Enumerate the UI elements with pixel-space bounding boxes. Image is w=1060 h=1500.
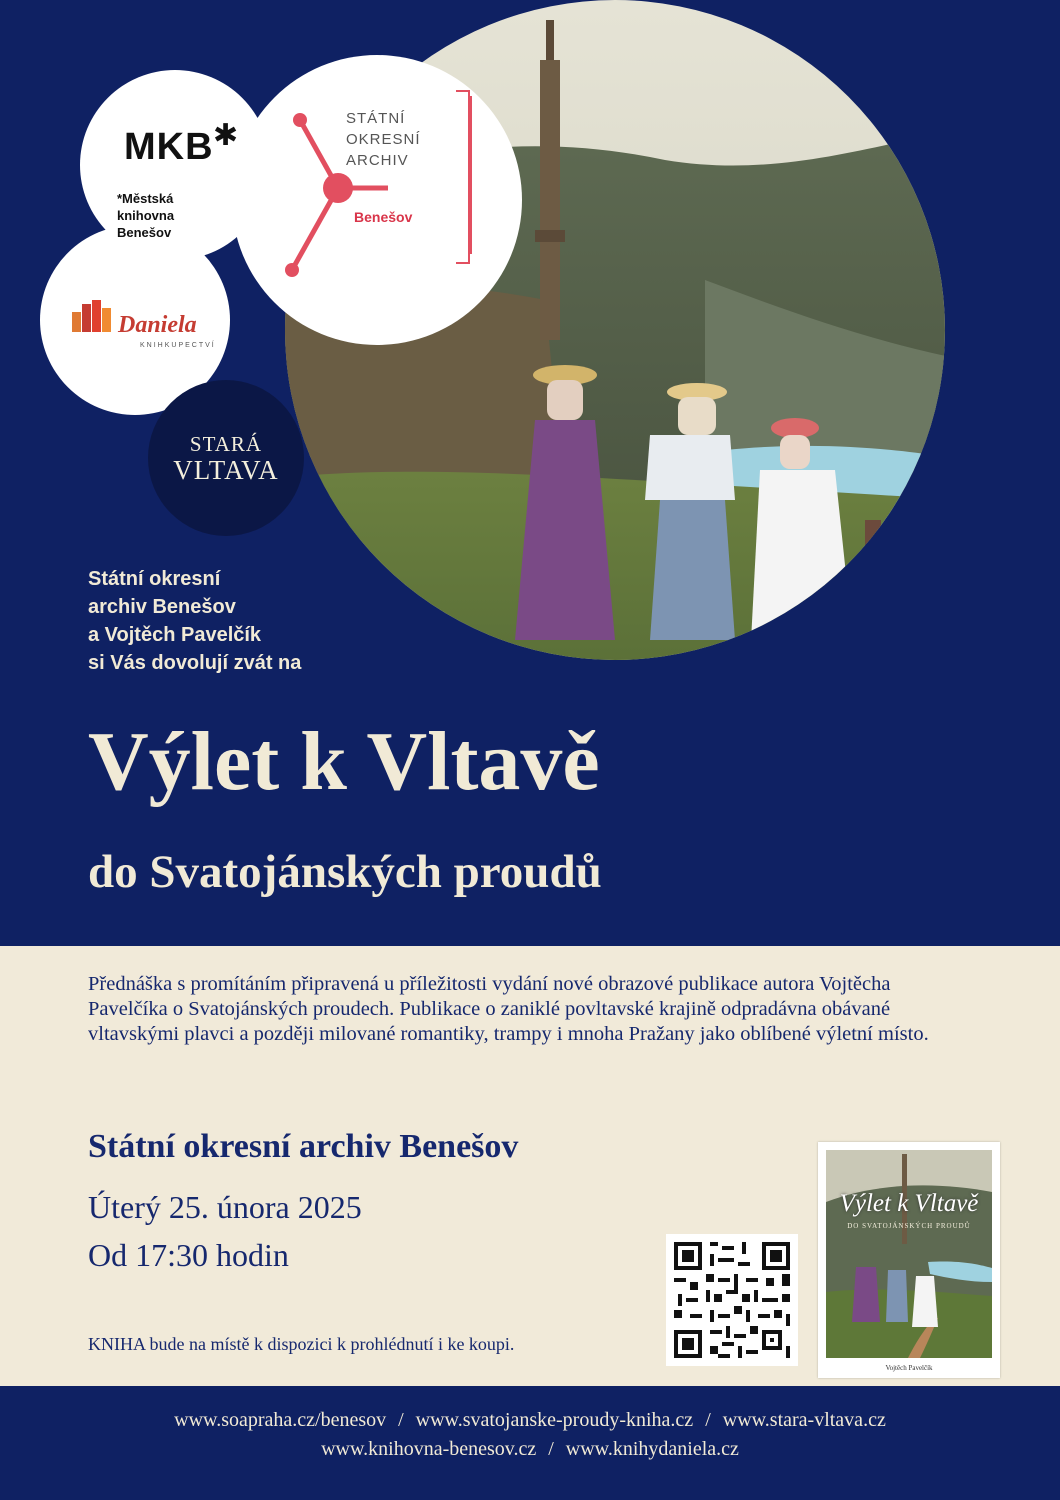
archiv-city: Benešov: [354, 209, 413, 225]
link-knihovna-benesov[interactable]: www.knihovna-benesov.cz: [321, 1438, 537, 1460]
archiv-line: OKRESNÍ: [346, 131, 421, 148]
event-title: Výlet k Vltavě: [88, 715, 600, 808]
archiv-bracket-icon: [462, 96, 472, 254]
book-title: Výlet k Vltavě: [839, 1190, 979, 1217]
badge-line: STARÁ: [189, 432, 263, 456]
invitation-line: archiv Benešov: [88, 596, 236, 618]
archiv-line: STÁTNÍ: [346, 110, 406, 127]
link-soapraha[interactable]: www.soapraha.cz/benesov: [174, 1409, 387, 1431]
invitation-line: si Vás dovolují zvát na: [88, 652, 302, 674]
mkb-subtitle-line: knihovna: [117, 208, 175, 223]
archiv-line: ARCHIV: [346, 152, 409, 169]
event-subtitle: do Svatojánských proudů: [88, 846, 602, 898]
event-time: Od 17:30 hodin: [88, 1237, 289, 1273]
archiv-logo-text: [346, 108, 421, 171]
book-note: KNIHA bude na místě k dispozici k prohlédnutí i ke koupi.: [88, 1334, 515, 1354]
daniela-logo-subtitle: KNIHKUPECTVÍ: [140, 342, 216, 349]
event-date: Úterý 25. února 2025: [88, 1189, 362, 1225]
mkb-logo-text: MKB: [124, 126, 214, 168]
invitation-line: a Vojtěch Pavelčík: [88, 624, 262, 646]
footer-links-row: [0, 1435, 1060, 1464]
book-author: Vojtěch Pavelčík: [885, 1364, 933, 1372]
badge-line: VLTAVA: [173, 455, 279, 485]
mkb-subtitle-line: Benešov: [117, 225, 172, 240]
footer-links-row: [0, 1406, 1060, 1435]
invitation-text: [88, 565, 301, 677]
qr-code-icon: [666, 1234, 798, 1366]
daniela-books-icon: [72, 300, 112, 332]
daniela-logo-text: Daniela: [118, 312, 197, 338]
stara-vltava-badge: [148, 380, 304, 536]
link-svatojanske-proudy[interactable]: www.svatojanske-proudy-kniha.cz: [415, 1409, 694, 1431]
separator: /: [705, 1409, 711, 1431]
invitation-line: Státní okresní: [88, 568, 221, 590]
event-description: Přednáška s promítáním připravená u příležitosti vydání nové obrazové publikace autora Vojtěcha Pavelčíka o Svatojánských proudech. Publikace o zaniklé povltavské krajině odpradávna obávané vltavskými plavci a později milované romantiky, trampy i mnoha Pražany jako oblíbené výletní místo.: [88, 973, 929, 1045]
link-knihy-daniela[interactable]: www.knihydaniela.cz: [565, 1438, 739, 1460]
footer-links: [0, 1406, 1060, 1464]
book-cover: [818, 1142, 1000, 1378]
separator: /: [548, 1438, 554, 1460]
mkb-subtitle: [117, 190, 237, 241]
mkb-star-icon: ✱: [213, 119, 239, 152]
link-stara-vltava[interactable]: www.stara-vltava.cz: [722, 1409, 886, 1431]
book-cover-photo: [818, 1142, 1000, 1378]
separator: /: [398, 1409, 404, 1431]
qr-code[interactable]: [666, 1234, 798, 1366]
mkb-subtitle-line: *Městská: [117, 191, 174, 206]
book-subtitle: DO SVATOJÁNSKÝCH PROUDŮ: [847, 1222, 971, 1230]
event-venue: Státní okresní archiv Benešov: [88, 1128, 519, 1165]
